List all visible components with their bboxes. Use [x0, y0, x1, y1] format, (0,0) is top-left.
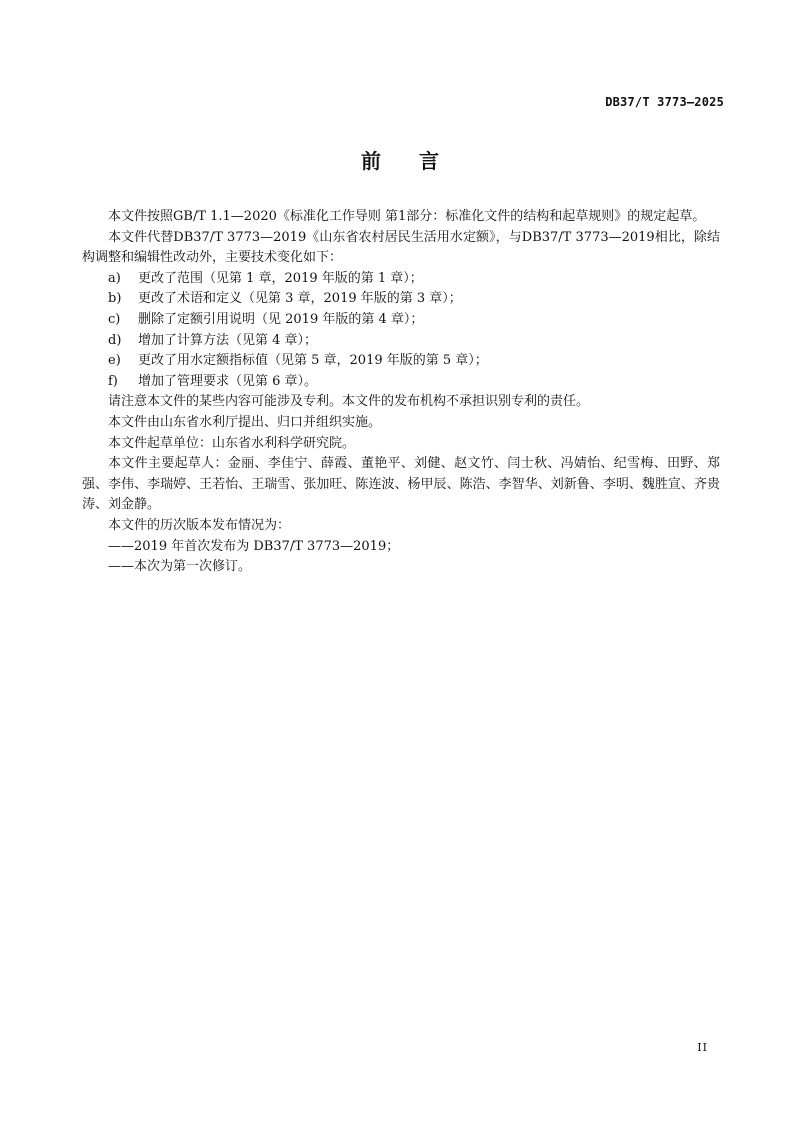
paragraph-version-history: 本文件的历次版本发布情况为： [108, 517, 291, 533]
list-item [82, 310, 720, 331]
list-item-text: 增加了计算方法（见第 4 章）； [138, 332, 318, 348]
history-item: ——2019 年首次发布为 DB37/T 3773—2019； [108, 538, 400, 554]
technical-changes-list [82, 269, 720, 393]
list-item [82, 351, 720, 372]
paragraph-drafting-unit: 本文件起草单位：山东省水利科学研究院。 [108, 435, 356, 451]
list-item-text: 更改了用水定额指标值（见第 5 章，2019 年版的第 5 章）； [138, 353, 488, 369]
list-marker: d) [108, 332, 122, 348]
list-item-text: 更改了范围（见第 1 章，2019 年版的第 1 章）； [138, 270, 423, 286]
list-item [82, 331, 720, 352]
list-marker: f) [108, 373, 118, 389]
history-item: ——本次为第一次修订。 [108, 559, 252, 575]
list-item-text: 增加了管理要求（见第 6 章）。 [138, 373, 318, 389]
page-title: 前言 [361, 149, 477, 173]
list-item [82, 289, 720, 310]
foreword-body [82, 207, 720, 578]
paragraph-replacement: 本文件代替DB37/T 3773—2019《山东省农村居民生活用水定额》，与DB37/T 3773—2019相比，除结构调整和编辑性改动外，主要技术变化如下： [82, 229, 720, 266]
paragraph-drafting-rules: 本文件按照GB/T 1.1—2020《标准化工作导则 第1部分：标准化文件的结构和起草规则》的规定起草。 [108, 209, 706, 224]
paragraph-drafters: 本文件主要起草人：金丽、李佳宁、薛霞、董艳平、刘健、赵文竹、闫士秋、冯婧怡、纪雪梅、田野、郑强、李伟、李瑞婷、王若怡、王瑞雪、张加旺、陈连波、杨甲辰、陈浩、李智华、刘新鲁、李明、魏胜宣、齐贵涛、刘金静。 [82, 456, 720, 513]
list-marker: c) [108, 311, 121, 327]
list-marker: b) [108, 291, 122, 307]
list-item [82, 269, 720, 290]
paragraph-proposer: 本文件由山东省水利厅提出、归口并组织实施。 [108, 414, 382, 430]
list-marker: a) [108, 270, 121, 286]
version-history-list [82, 537, 720, 578]
list-item-text: 更改了术语和定义（见第 3 章，2019 年版的第 3 章）； [138, 291, 462, 307]
list-item-text: 删除了定额引用说明（见 2019 年版的第 4 章）； [138, 311, 424, 327]
page-number: II [697, 1041, 708, 1054]
list-marker: e) [108, 353, 121, 369]
list-item [82, 372, 720, 393]
paragraph-patent-notice: 请注意本文件的某些内容可能涉及专利。本文件的发布机构不承担识别专利的责任。 [108, 394, 590, 410]
document-code: DB37/T 3773—2025 [605, 95, 724, 109]
